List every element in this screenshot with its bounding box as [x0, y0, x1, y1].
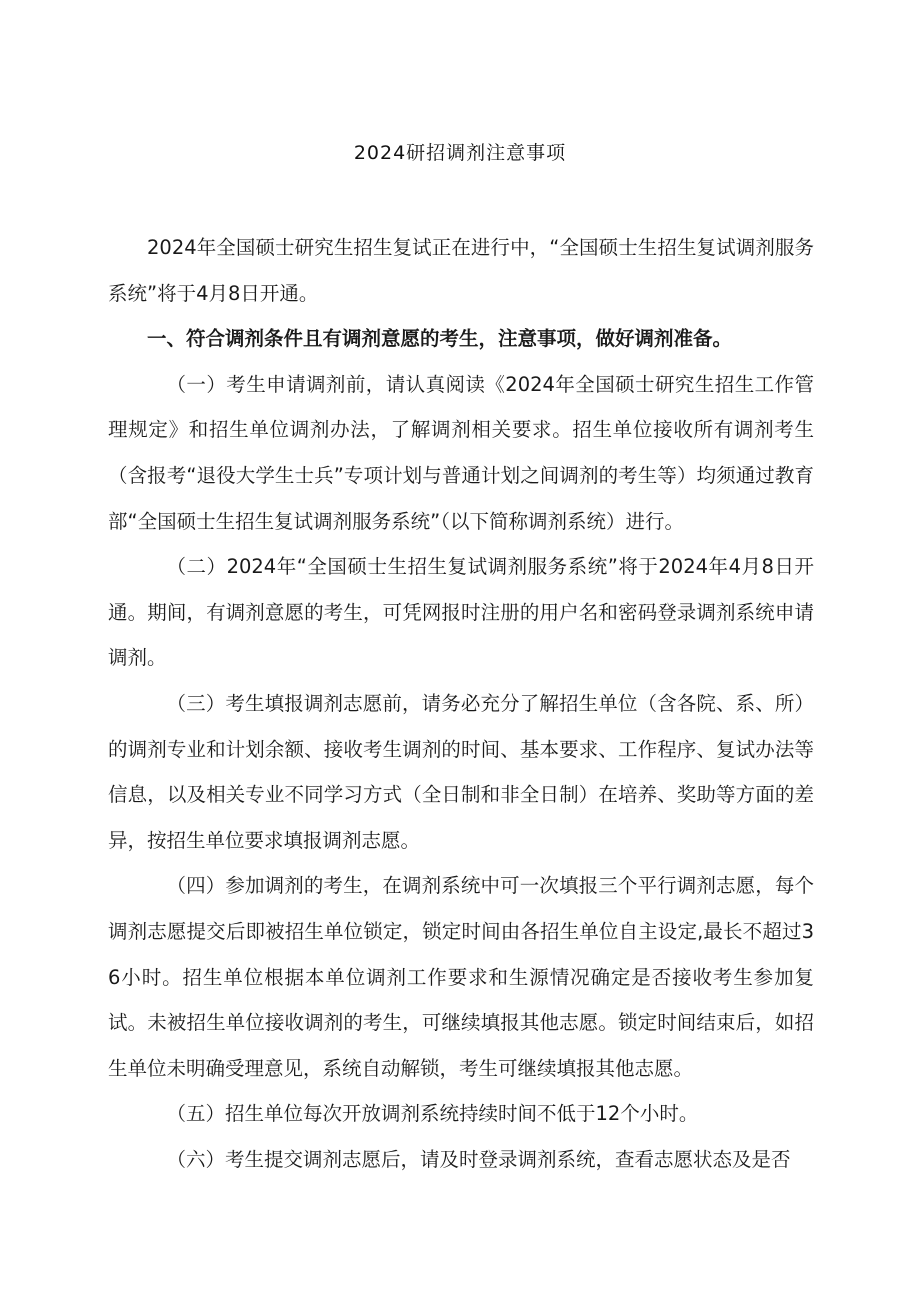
list-item: （五）招生单位每次开放调剂系统持续时间不低于12个小时。	[166, 1102, 699, 1126]
document-body	[108, 225, 814, 1182]
list-item: （六）考生提交调剂志愿后，请及时登录调剂系统，查看志愿状态及是否	[166, 1147, 791, 1171]
section-heading: 一、符合调剂条件且有调剂意愿的考生，注意事项，做好调剂准备。	[147, 327, 733, 351]
page-title: 2024研招调剂注意事项	[353, 142, 567, 164]
intro-paragraph: 2024年全国硕士研究生招生复试正在进行中，“全国硕士生招生复试调剂服务系统”将于4月8日开通。	[108, 236, 814, 305]
list-item: （一）考生申请调剂前，请认真阅读《2024年全国硕士研究生招生工作管理规定》和招生单位调剂办法，了解调剂相关要求。招生单位接收所有调剂考生（含报考“退役大学生士兵”专项计划与普通计划之间调剂的考生等）均须通过教育部“全国硕士生招生复试调剂服务系统”（以下简称调剂系统）进行。	[108, 372, 814, 533]
list-item: （三）考生填报调剂志愿前，请务必充分了解招生单位（含各院、系、所）的调剂专业和计划余额、接收考生调剂的时间、基本要求、工作程序、复试办法等信息，以及相关专业不同学习方式（全日制和非全日制）在培养、奖助等方面的差异，按招生单位要求填报调剂志愿。	[108, 691, 814, 852]
list-item: （二）2024年“全国硕士生招生复试调剂服务系统”将于2024年4月8日开通。期间，有调剂意愿的考生，可凭网报时注册的用户名和密码登录调剂系统申请调剂。	[108, 555, 814, 670]
list-item: （四）参加调剂的考生，在调剂系统中可一次填报三个平行调剂志愿，每个调剂志愿提交后即被招生单位锁定，锁定时间由各招生单位自主设定,最长不超过36小时。招生单位根据本单位调剂工作要求和生源情况确定是否接收考生参加复试。未被招生单位接收调剂的考生，可继续填报其他志愿。锁定时间结束后，如招生单位未明确受理意见，系统自动解锁，考生可继续填报其他志愿。	[108, 874, 814, 1080]
